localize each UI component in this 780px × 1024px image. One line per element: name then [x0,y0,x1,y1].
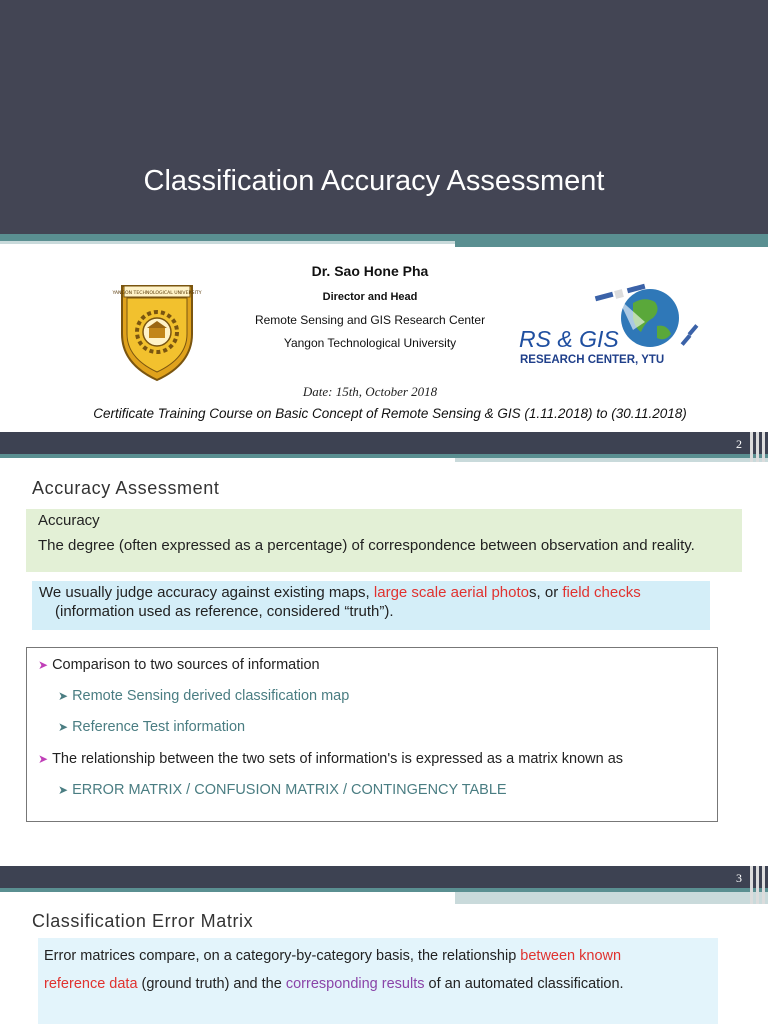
accuracy-heading: Accuracy [38,512,100,529]
highlight-between-known: between known [520,948,622,964]
research-center: Remote Sensing and GIS Research Center [254,313,486,327]
rs-gis-logo-title: RS & GIS [519,326,619,352]
slide3-number: 3 [736,871,742,885]
slide3-stripes [750,866,780,904]
reference-info-line1: We usually judge accuracy against existing maps, large scale aerial photos, or field checks [39,584,641,601]
highlight-corresponding-results: corresponding results [285,976,425,992]
slide3-header-accent [455,892,768,904]
accuracy-definition: The degree (often expressed as a percentage) of correspondence between observation and reality. [38,537,695,554]
header-band-teal [0,234,768,241]
error-matrix-line1: Error matrices compare, on a category-by-category basis, the relationship between known [44,948,622,964]
presenter-name: Dr. Sao Hone Pha [311,263,429,279]
bullet-comparison: ➤ Comparison to two sources of information [38,657,320,673]
bullet-arrow-icon: ➤ [38,752,49,766]
reference-info-line2: (information used as reference, considered “truth”). [55,603,394,620]
bullet-arrow-icon: ➤ [58,720,69,734]
presentation-date: Date: 15th, October 2018 [302,384,438,399]
error-matrix-line2: reference data (ground truth) and the corresponding results of an automated classification. [44,976,624,992]
slide2-header-accent [455,458,768,462]
ytu-logo [112,282,202,382]
bullet-reference-test: ➤ Reference Test information [58,719,246,735]
highlight-field-checks: field checks [562,584,641,601]
slide2-title: Accuracy Assessment [32,478,220,498]
presentation-title: Classification Accuracy Assessment [143,165,605,197]
presenter-role: Director and Head [322,291,418,303]
bullet-arrow-icon: ➤ [58,689,69,703]
bullet-relationship: ➤ The relationship between the two sets of information's is expressed as a matrix known as [38,751,624,767]
slide3-header-bar [0,866,768,888]
header-band-accent [455,241,768,247]
highlight-aerial-photo: large scale aerial photo [373,584,530,601]
slide2-stripes [750,432,780,462]
title-slide-header [0,0,768,234]
ytu-logo-caption: YANGON TECHNOLOGICAL UNIVERSITY [112,291,202,296]
course-title: Certificate Training Course on Basic Concept of Remote Sensing & GIS (1.11.2018) to (30.11.2018) [93,406,687,421]
slide2-number: 2 [736,437,742,451]
slide2-header-bar [0,432,768,454]
bullet-arrow-icon: ➤ [58,783,69,797]
highlight-reference-data: reference data [44,976,138,992]
bullet-arrow-icon: ➤ [38,658,49,672]
rs-gis-logo-subtitle: RESEARCH CENTER, YTU [520,354,665,366]
slide3-title: Classification Error Matrix [32,911,254,931]
bullet-rs-map: ➤ Remote Sensing derived classification map [58,688,350,704]
university-name: Yangon Technological University [283,336,457,350]
bullet-error-matrix: ➤ ERROR MATRIX / CONFUSION MATRIX / CONTINGENCY TABLE [58,782,507,798]
